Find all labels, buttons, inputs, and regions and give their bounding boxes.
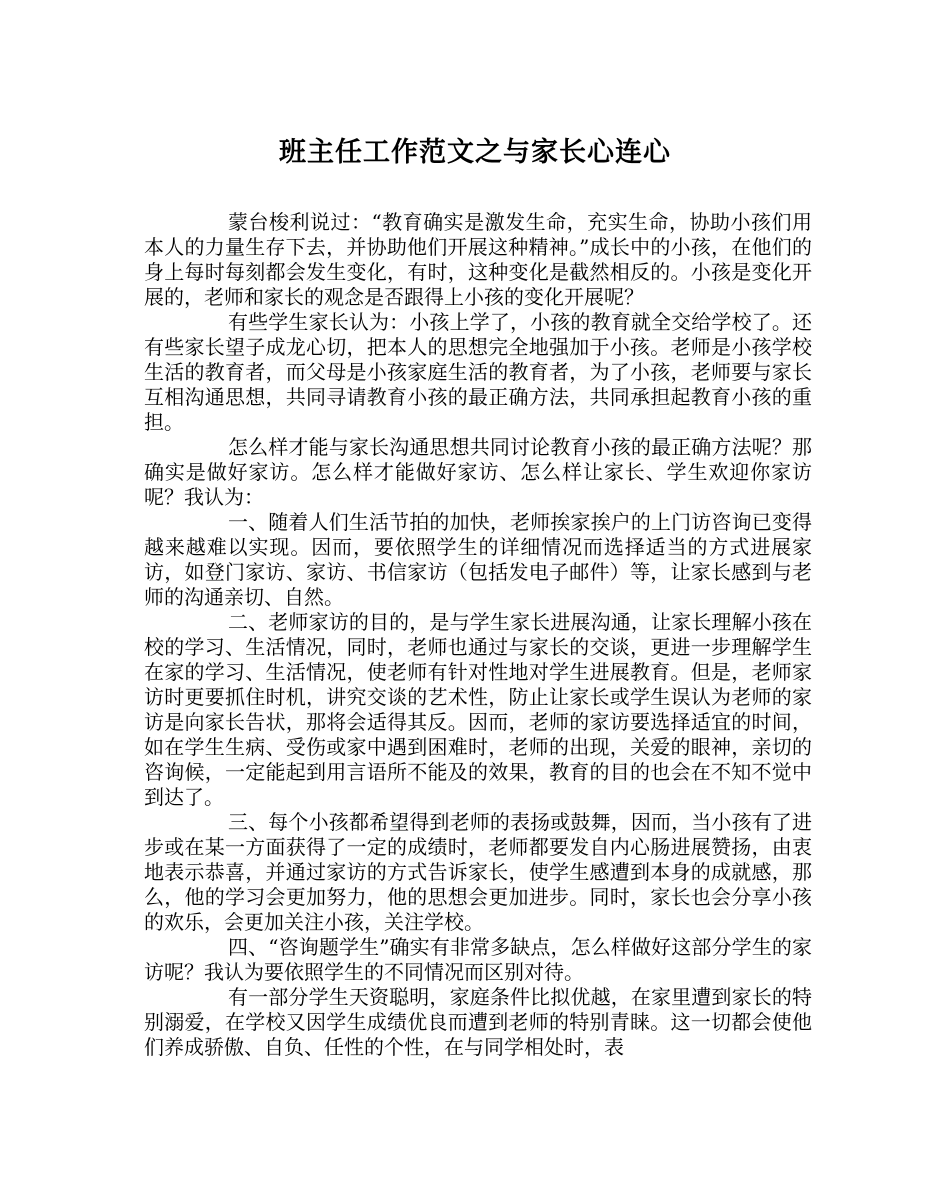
paragraph: 三、每个小孩都希望得到老师的表扬或鼓舞，因而，当小孩有了进步或在某一方面获得了一定的成绩时，老师都要发自内心肠进展赞扬，由衷地表示恭喜，并通过家访的方式告诉家长，使学生感遭到本身的成就感，那么，他的学习会更加努力，他的思想会更加进步。同时，家长也会分享小孩的欢乐，会更加关注小孩，关注学校。 [144,810,812,934]
paragraph: 一、随着人们生活节拍的加快，老师挨家挨户的上门访咨询已变得越来越难以实现。因而，要依照学生的详细情况而选择适当的方式进展家访，如登门家访、家访、书信家访（包括发电子邮件）等，让家长感到与老师的沟通亲切、自然。 [144,510,812,609]
paragraph: 怎么样才能与家长沟通思想共同讨论教育小孩的最正确方法呢？那确实是做好家访。怎么样才能做好家访、怎么样让家长、学生欢迎你家访呢？我认为： [144,435,812,509]
paragraph: 蒙台梭利说过：“教育确实是激发生命，充实生命，协助小孩们用本人的力量生存下去，并协助他们开展这种精神。”成长中的小孩，在他们的身上每时每刻都会发生变化，有时，这种变化是截然相反的。小孩是变化开展的，老师和家长的观念是否跟得上小孩的变化开展呢？ [144,210,812,309]
paragraph: 有些学生家长认为：小孩上学了，小孩的教育就全交给学校了。还有些家长望子成龙心切，把本人的思想完全地强加于小孩。老师是小孩学校生活的教育者，而父母是小孩家庭生活的教育者，为了小孩，老师要与家长互相沟通思想，共同寻请教育小孩的最正确方法，共同承担起教育小孩的重担。 [144,310,812,434]
paragraph: 二、老师家访的目的，是与学生家长进展沟通，让家长理解小孩在校的学习、生活情况，同时，老师也通过与家长的交谈，更进一步理解学生在家的学习、生活情况，使老师有针对性地对学生进展教育。但是，老师家访时更要抓住时机，讲究交谈的艺术性，防止让家长或学生误认为老师的家访是向家长告状，那将会适得其反。因而，老师的家访要选择适宜的时间，如在学生生病、受伤或家中遇到困难时，老师的出现，关爱的眼神，亲切的咨询候，一定能起到用言语所不能及的效果，教育的目的也会在不知不觉中到达了。 [144,610,812,809]
paragraph: 有一部分学生天资聪明，家庭条件比拟优越，在家里遭到家长的特别溺爱，在学校又因学生成绩优良而遭到老师的特别青睐。这一切都会使他们养成骄傲、自负、任性的个性，在与同学相处时，表 [144,985,812,1059]
document-body [144,210,812,1060]
paragraph: 四、“咨询题学生”确实有非常多缺点，怎么样做好这部分学生的家访呢？我认为要依照学生的不同情况而区别对待。 [144,935,812,984]
document-title: 班主任工作范文之与家长心连心 [279,137,671,168]
